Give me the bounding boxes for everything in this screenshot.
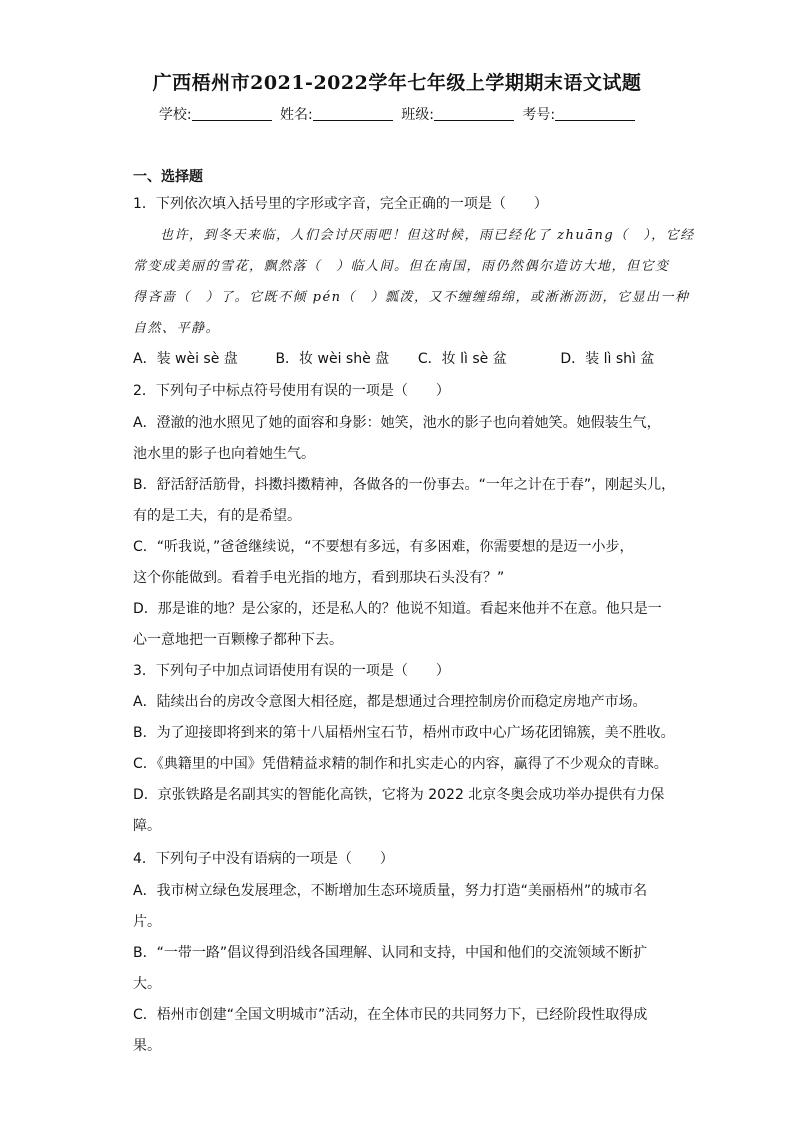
class-blank [434, 106, 514, 121]
q1-passage-line: 也许，到冬天来临，人们会讨厌雨吧！但这时候，雨已经化了 zhuāng（ ），它经 [160, 228, 695, 243]
school-blank [192, 106, 272, 121]
q3-option-line: C．《典籍里的中国》凭借精益求精的制作和扎实走心的内容，赢得了不少观众的青睐。 [133, 756, 668, 772]
question-1-stem: 1．下列依次填入括号里的字形或字音，完全正确的一项是（ ） [133, 196, 548, 212]
school-label: 学校: [158, 107, 192, 123]
question-3-stem: 3．下列句子中加点词语使用有误的一项是（ ） [133, 663, 450, 679]
q1-option-c: C．妆 lì sè 盆 [417, 351, 507, 367]
q2-option-line: A．澄澈的池水照见了她的面容和身影：她笑，池水的影子也向着她笑。她假装生气， [133, 415, 661, 431]
q1-option-d: D．装 lì shì 盆 [560, 351, 655, 367]
q4-option-line: C．梧州市创建“全国文明城市”活动，在全体市民的共同努力下，已经阶段性取得成 [133, 1007, 648, 1023]
exam-number-label: 考号: [522, 107, 556, 123]
q4-option-line: B．“一带一路”倡议得到沿线各国理解、认同和支持，中国和他们的交流领域不断扩 [133, 945, 648, 961]
q2-option-line: 这个你能做到。看着手电光指的地方，看到那块石头没有？” [133, 570, 505, 586]
q4-option-line: A．我市树立绿色发展理念，不断增加生态环境质量，努力打造“美丽梧州”的城市名 [133, 883, 648, 899]
question-2-stem: 2．下列句子中标点符号使用有误的一项是（ ） [133, 383, 450, 399]
q4-option-line: 大。 [133, 976, 161, 992]
name-label: 姓名: [280, 107, 313, 123]
q2-option-line: D．那是谁的地？是公家的，还是私人的？他说不知道。看起来他并不在意。他只是一 [133, 601, 662, 617]
name-blank [313, 106, 393, 121]
class-label: 班级: [401, 107, 434, 123]
q4-option-line: 果。 [133, 1038, 161, 1054]
q1-passage-line: 自然、平静。 [133, 321, 221, 336]
page-title: 广西梧州市2021-2022学年七年级上学期期末语文试题 [152, 72, 642, 94]
q2-option-line: 有的是工夫，有的是希望。 [133, 508, 301, 524]
q4-option-line: 片。 [133, 914, 161, 930]
exam-number-blank [555, 106, 635, 121]
student-info-row [0, 104, 794, 124]
q1-passage-line: 常变成美丽的雪花，飘然落（ ）临人间。但在南国，雨仍然偶尔造访大地，但它变 [133, 259, 670, 274]
q2-option-line: 心一意地把一百颗橡子都种下去。 [133, 632, 343, 648]
section-heading: 一、选择题 [133, 169, 203, 185]
q2-option-line: C．“听我说，”爸爸继续说，“不要想有多远，有多困难，你需要想的是迈一小步， [133, 539, 634, 555]
q3-option-line: A．陆续出台的房改令意图大相径庭，都是想通过合理控制房价而稳定房地产市场。 [133, 694, 647, 710]
q1-option-a: A．装 wèi sè 盘 [133, 351, 238, 367]
q1-passage-line: 得吝啬（ ）了。它既不倾 pén（ ）瓢泼，又不缠缠绵绵，或淅淅沥沥，它显出一种 [133, 290, 690, 305]
q2-option-line: B．舒活舒活筋骨，抖擞抖擞精神，各做各的一份事去。“一年之计在于春”，刚起头儿， [133, 477, 676, 493]
q1-options [133, 348, 654, 368]
q3-option-line: B．为了迎接即将到来的第十八届梧州宝石节，梧州市政中心广场花团锦簇，美不胜收。 [133, 725, 675, 741]
q2-option-line: 池水里的影子也向着她生气。 [133, 446, 315, 462]
q3-option-line: 障。 [133, 818, 161, 834]
q3-option-line: D．京张铁路是名副其实的智能化高铁，它将为 2022 北京冬奥会成功举办提供有力保 [133, 787, 665, 803]
question-4-stem: 4．下列句子中没有语病的一项是（ ） [133, 851, 394, 867]
q1-option-b: B．妆 wèi shè 盘 [275, 351, 390, 367]
